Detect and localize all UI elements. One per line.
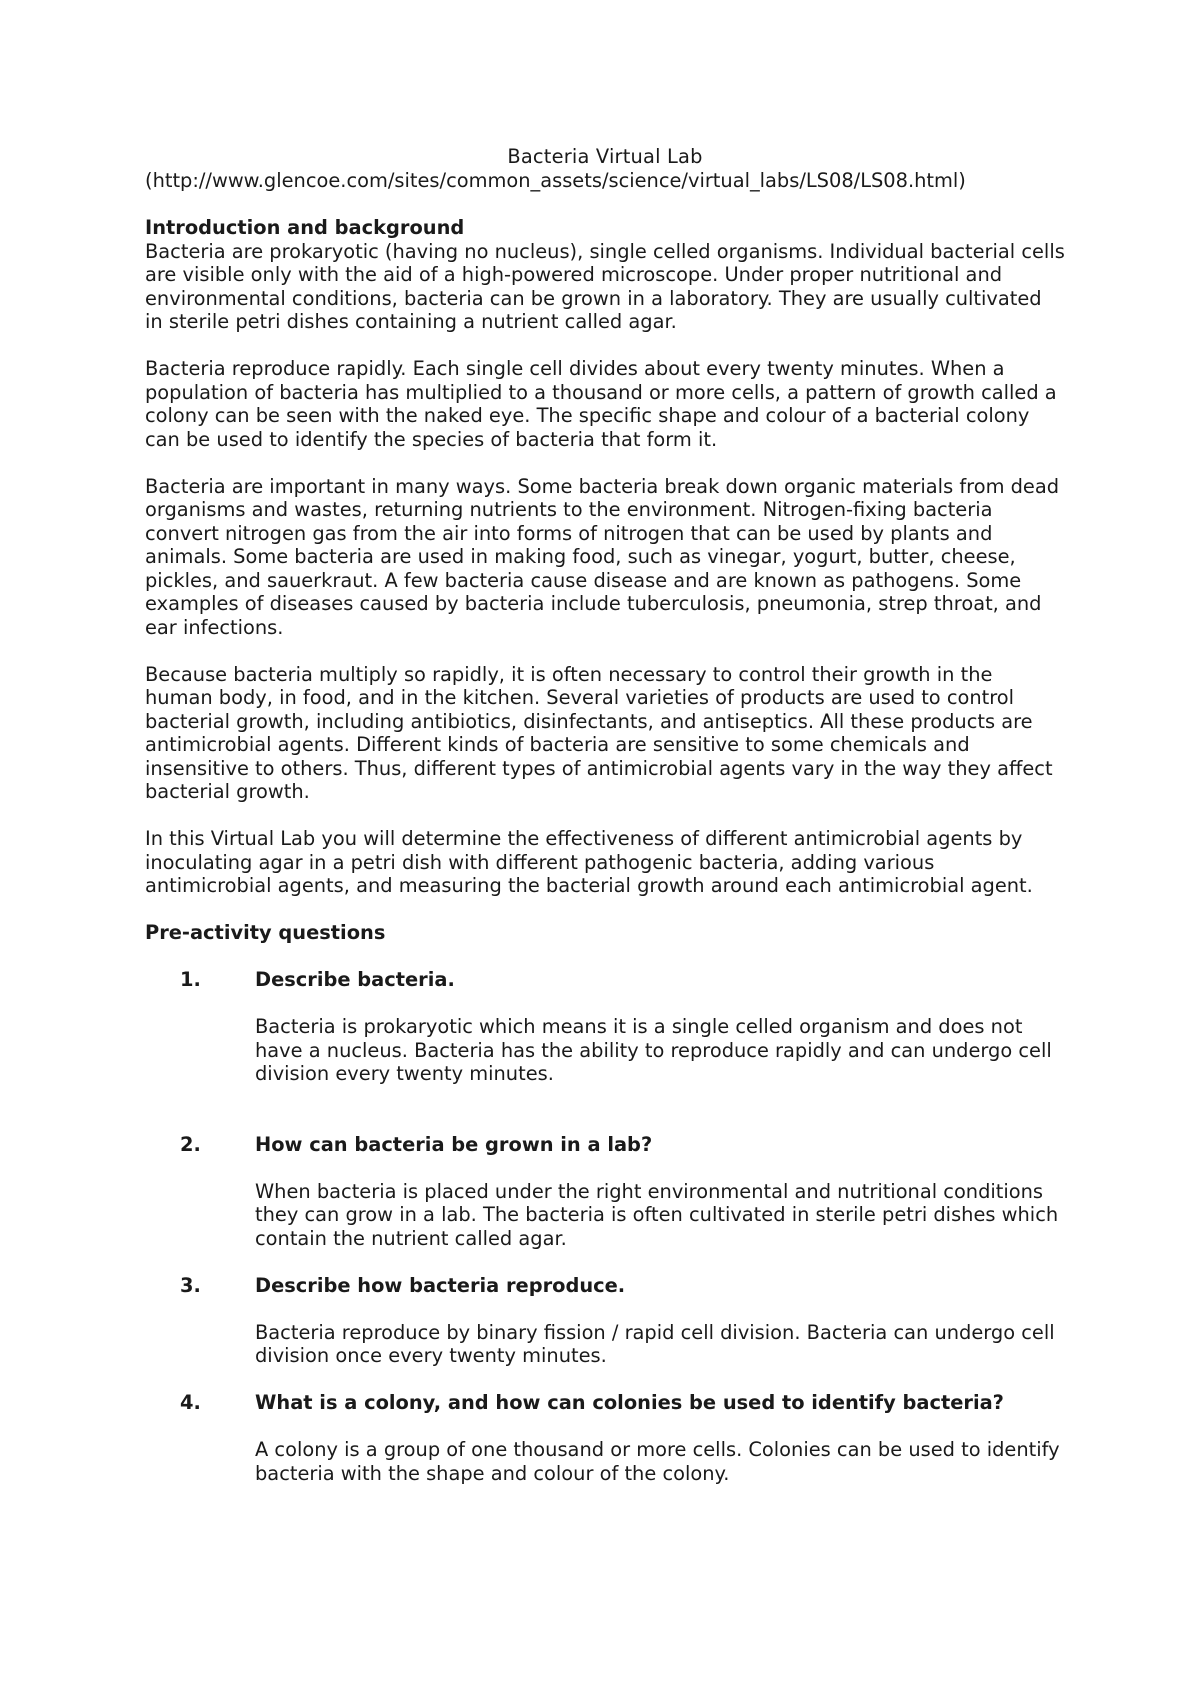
preactivity-heading: Pre-activity questions <box>145 921 386 944</box>
answer-text: Bacteria reproduce by binary fission / rapid cell division. Bacteria can undergo cell division once every twenty minutes. <box>255 1320 1055 1367</box>
source-url: (http://www.glencoe.com/sites/common_assets/science/virtual_labs/LS08/LS08.html) <box>145 168 966 192</box>
question-text: Describe bacteria. <box>255 968 455 991</box>
question-item <box>145 1274 1065 1368</box>
intro-paragraph: Because bacteria multiply so rapidly, it is often necessary to control their growth in the human body, in food, and in the kitchen. Several varieties of products are used to control bacterial growth, including antibiotics, disinfectants, and antiseptics. All these products are antimicrobial agents. Different kinds of bacteria are sensitive to some chemicals and insensitive to others. Thus, different types of antimicrobial agents vary in the way they affect bacterial growth. <box>145 662 1053 803</box>
blank-line <box>145 1086 1065 1110</box>
intro-paragraph: Bacteria are important in many ways. Some bacteria break down organic materials from dead organisms and wastes, returning nutrients to the environment. Nitrogen-fixing bacteria convert nitrogen gas from the air into forms of nitrogen that can be used by plants and animals. Some bacteria are used in making food, such as vinegar, yogurt, butter, cheese, pickles, and sauerkraut. A few bacteria cause disease and are known as pathogens. Some examples of diseases caused by bacteria include tuberculosis, pneumonia, strep throat, and ear infections. <box>145 474 1060 639</box>
answer-text: A colony is a group of one thousand or more cells. Colonies can be used to identify bacteria with the shape and colour of the colony. <box>255 1438 1060 1485</box>
question-number: 4. <box>180 1391 201 1414</box>
question-text: What is a colony, and how can colonies be used to identify bacteria? <box>255 1391 1004 1414</box>
question-list <box>145 968 1065 1485</box>
question-text: Describe how bacteria reproduce. <box>255 1273 626 1297</box>
intro-heading: Introduction and background <box>145 216 465 239</box>
question-item <box>145 968 1065 1109</box>
question-number: 2. <box>180 1132 201 1156</box>
intro-paragraph: Bacteria reproduce rapidly. Each single cell divides about every twenty minutes. When a population of bacteria has multiplied to a thousand or more cells, a pattern of growth called a colony can be seen with the naked eye. The specific shape and colour of a bacterial colony can be used to identify the species of bacteria that form it. <box>145 357 1057 451</box>
question-item <box>145 1391 1065 1485</box>
question-number: 1. <box>180 968 201 991</box>
document-title: Bacteria Virtual Lab <box>507 145 703 168</box>
answer-text: When bacteria is placed under the right environmental and nutritional conditions they can grow in a lab. The bacteria is often cultivated in sterile petri dishes which contain the nutrient called agar. <box>255 1179 1059 1250</box>
intro-paragraph: Bacteria are prokaryotic (having no nucleus), single celled organisms. Individual bacterial cells are visible only with the aid of a high-powered microscope. Under proper nutritional and environmental conditions, bacteria can be grown in a laboratory. They are usually cultivated in sterile petri dishes containing a nutrient called agar. <box>145 239 1065 333</box>
question-number: 3. <box>180 1273 201 1297</box>
question-text: How can bacteria be grown in a lab? <box>255 1132 653 1156</box>
intro-paragraph: In this Virtual Lab you will determine the effectiveness of different antimicrobial agents by inoculating agar in a petri dish with different pathogenic bacteria, adding various antimicrobial agents, and measuring the bacterial growth around each antimicrobial agent. <box>145 827 1033 897</box>
document-content <box>145 145 1065 1485</box>
intro-section <box>145 240 1065 898</box>
answer-text: Bacteria is prokaryotic which means it is a single celled organism and does not have a nucleus. Bacteria has the ability to reproduce rapidly and can undergo cell division every twenty minutes. <box>255 1015 1052 1085</box>
question-item <box>145 1133 1065 1251</box>
